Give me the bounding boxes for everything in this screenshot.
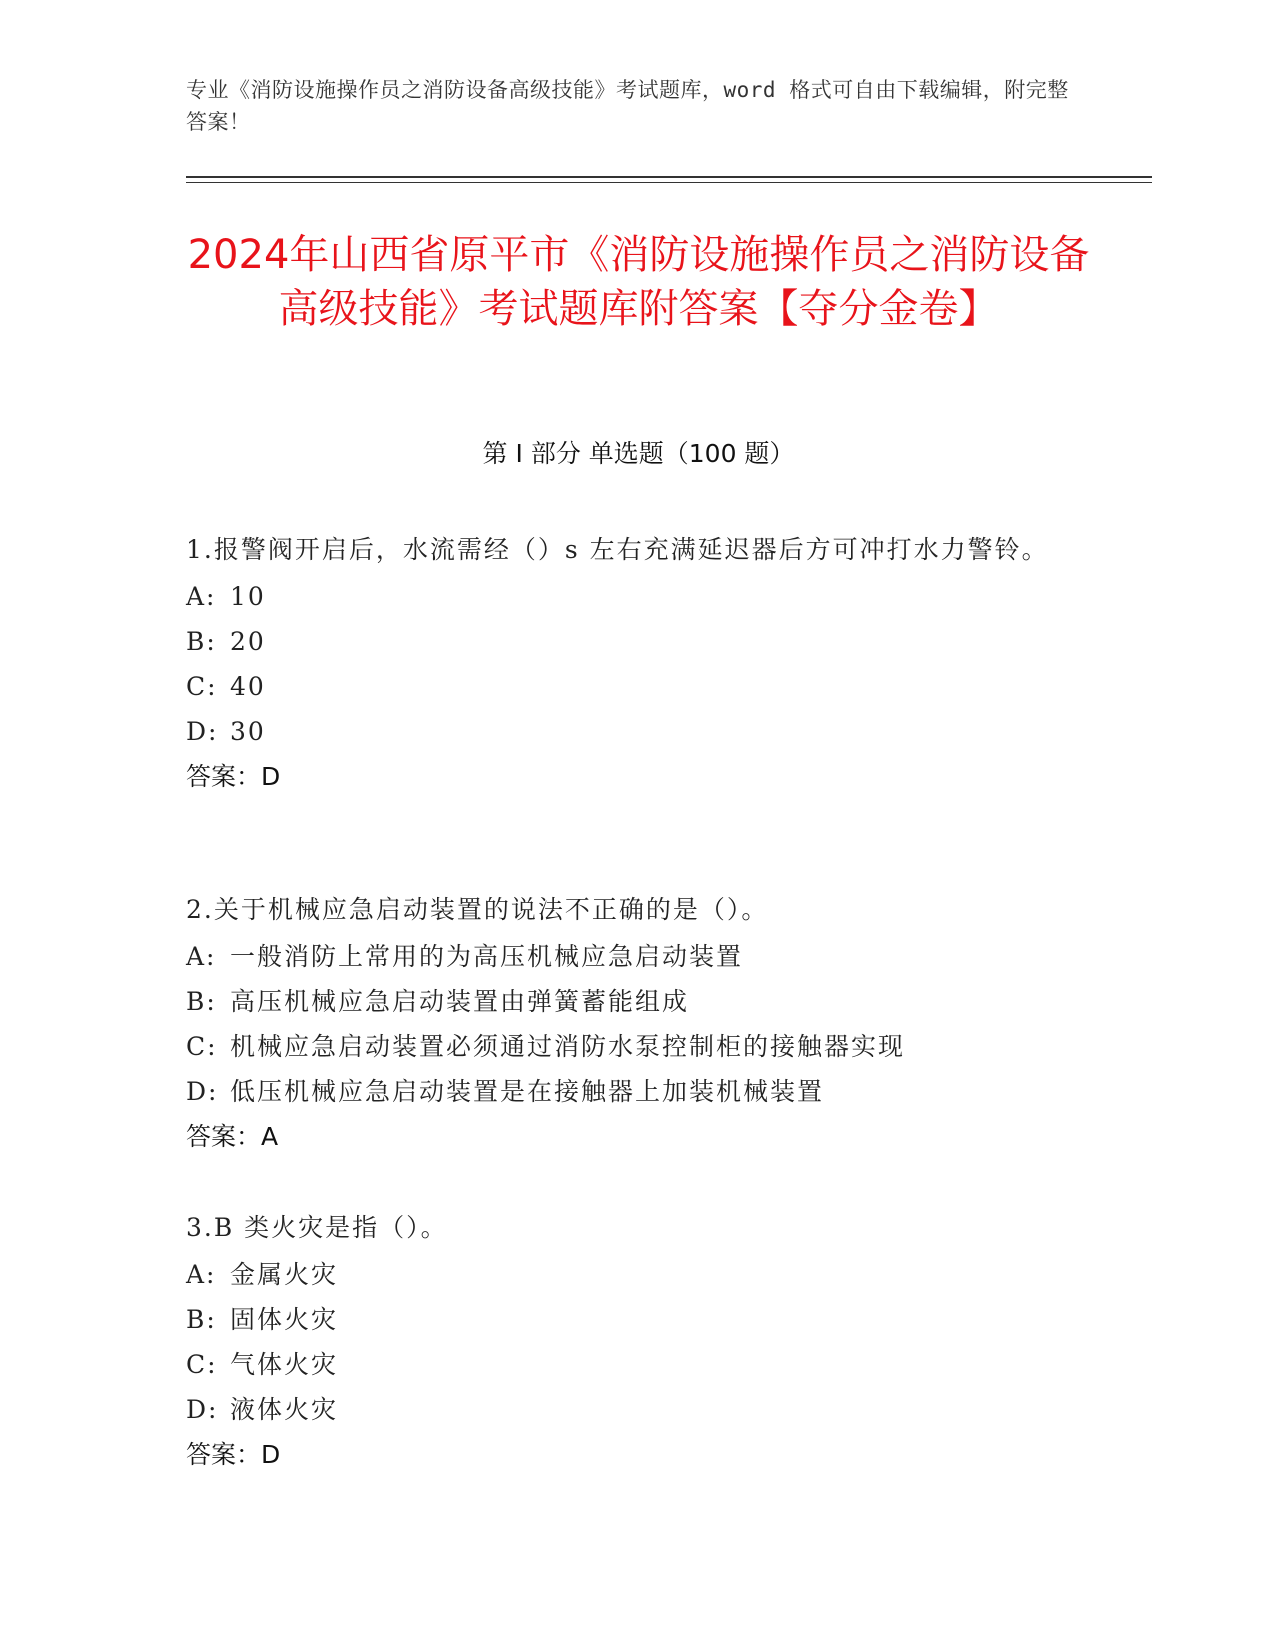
option-text: 金属火灾 [230, 1260, 339, 1289]
section-title: 第 I 部分 单选题（100 题） [482, 439, 795, 468]
question-stem: 1.报警阀开启后，水流需经（）s 左右充满延迟器后方可冲打水力警铃。 [186, 535, 1049, 564]
option-c [186, 664, 1086, 709]
option-text: 30 [230, 717, 266, 746]
question-1 [186, 526, 1086, 799]
option-d [186, 709, 1086, 754]
option-text: 低压机械应急启动装置是在接触器上加装机械装置 [230, 1077, 825, 1106]
option-key: B: [186, 987, 217, 1016]
answer-line: 答案：D [186, 1440, 281, 1469]
option-key: A: [186, 942, 217, 971]
option-c [186, 1342, 1086, 1387]
option-text: 20 [230, 627, 266, 656]
question-2 [186, 886, 1086, 1159]
option-key: D: [186, 1395, 219, 1424]
option-key: C: [186, 1350, 218, 1379]
option-d [186, 1069, 1086, 1114]
option-key: B: [186, 627, 217, 656]
option-key: D: [186, 717, 219, 746]
option-d [186, 1387, 1086, 1432]
option-text: 40 [230, 672, 266, 701]
option-b [186, 979, 1086, 1024]
option-a [186, 934, 1086, 979]
option-b [186, 1297, 1086, 1342]
option-key: C: [186, 672, 218, 701]
answer-line: 答案：A [186, 1122, 279, 1151]
option-key: D: [186, 1077, 219, 1106]
option-text: 一般消防上常用的为高压机械应急启动装置 [230, 942, 744, 971]
option-key: C: [186, 1032, 218, 1061]
header-divider-thick [186, 176, 1152, 178]
option-a [186, 1252, 1086, 1297]
option-a [186, 574, 1086, 619]
option-key: A: [186, 1260, 217, 1289]
option-key: B: [186, 1305, 217, 1334]
question-stem: 3.B 类火灾是指（）。 [186, 1213, 448, 1242]
question-stem: 2.关于机械应急启动装置的说法不正确的是（）。 [186, 895, 769, 924]
document-title: 2024年山西省原平市《消防设施操作员之消防设备高级技能》考试题库附答案【夺分金卷】 [187, 232, 1090, 332]
option-text: 固体火灾 [230, 1305, 339, 1334]
option-text: 高压机械应急启动装置由弹簧蓄能组成 [230, 987, 690, 1016]
header-note: 专业《消防设施操作员之消防设备高级技能》考试题库，word 格式可自由下载编辑，附完整答案！ [186, 78, 1069, 134]
option-text: 气体火灾 [230, 1350, 339, 1379]
option-c [186, 1024, 1086, 1069]
question-3 [186, 1204, 1086, 1477]
header-divider-thin [186, 182, 1152, 183]
option-text: 机械应急启动装置必须通过消防水泵控制柜的接触器实现 [230, 1032, 906, 1061]
option-b [186, 619, 1086, 664]
option-text: 10 [230, 582, 266, 611]
option-text: 液体火灾 [230, 1395, 339, 1424]
option-key: A: [186, 582, 217, 611]
answer-line: 答案：D [186, 762, 281, 791]
